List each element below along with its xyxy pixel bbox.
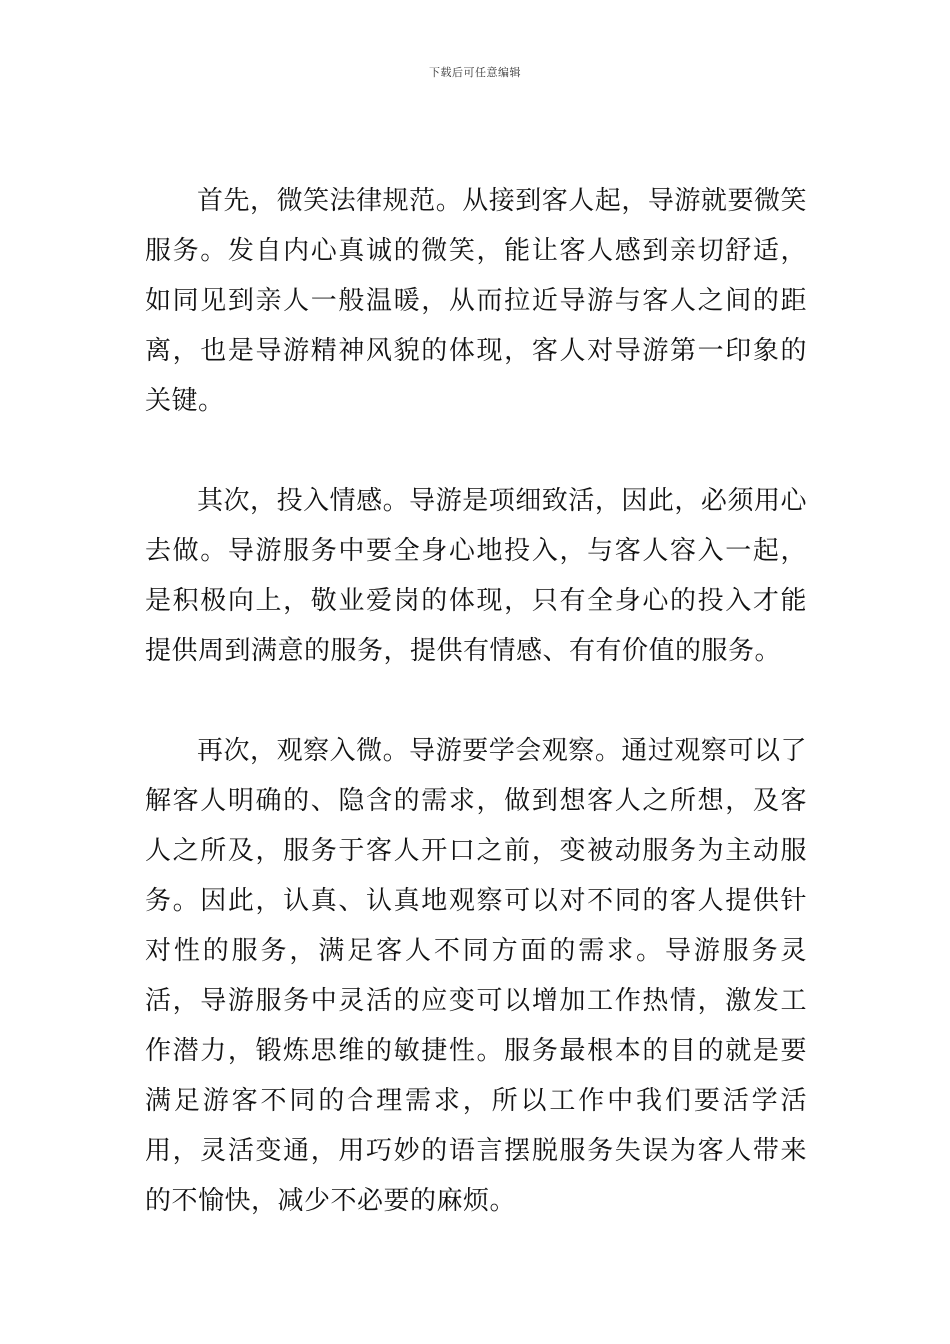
paragraph-second: 其次，投入情感。导游是项细致活，因此，必须用心去做。导游服务中要全身心地投入，与客人容入一起，是积极向上，敬业爱岗的体现，只有全身心的投入才能提供周到满意的服务，提供有情感、有有价值的服务。	[145, 486, 807, 666]
paragraph-first: 首先，微笑法律规范。从接到客人起，导游就要微笑服务。发自内心真诚的微笑，能让客人感到亲切舒适，如同见到亲人一般温暖，从而拉近导游与客人之间的距离，也是导游精神风貌的体现，客人对导游第一印象的关键。	[145, 186, 807, 416]
paragraph-third: 再次，观察入微。导游要学会观察。通过观察可以了解客人明确的、隐含的需求，做到想客人之所想，及客人之所及，服务于客人开口之前，变被动服务为主动服务。因此，认真、认真地观察可以对不同的客人提供针对性的服务，满足客人不同方面的需求。导游服务灵活，导游服务中灵活的应变可以增加工作热情，激发工作潜力，锻炼思维的敏捷性。服务最根本的目的就是要满足游客不同的合理需求，所以工作中我们要活学活用，灵活变通，用巧妙的语言摆脱服务失误为客人带来的不愉快，减少不必要的麻烦。	[145, 736, 807, 1216]
header-note: 下载后可任意编辑	[429, 66, 521, 79]
document-body	[145, 176, 807, 1226]
